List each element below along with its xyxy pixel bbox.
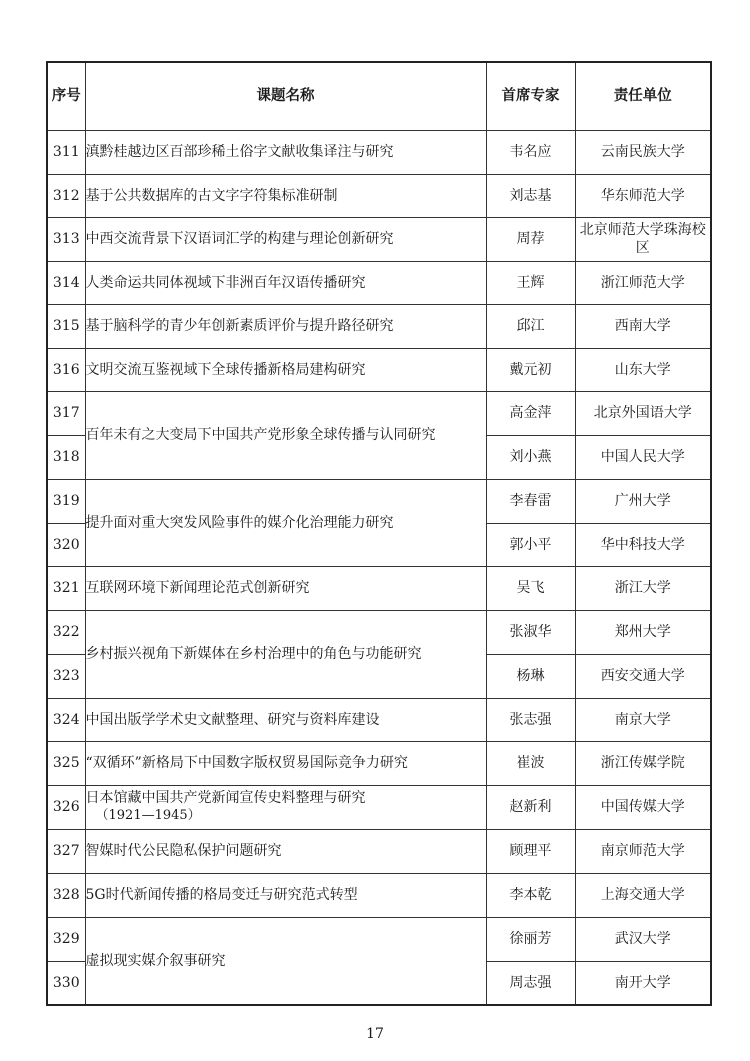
table-row [47,829,711,873]
row-topic: 智媒时代公民隐私保护问题研究 [85,829,486,873]
table-row [47,261,711,304]
table-row [47,174,711,217]
row-no: 329 [47,917,85,961]
row-no: 330 [47,961,85,1005]
row-no: 311 [47,130,85,174]
row-no: 316 [47,348,85,391]
table-row [47,479,711,523]
row-no: 327 [47,829,85,873]
row-unit: 南京师范大学 [575,829,711,873]
table-row [47,217,711,261]
row-unit: 中国人民大学 [575,435,711,479]
header-unit: 责任单位 [575,62,711,130]
row-unit: 华东师范大学 [575,174,711,217]
row-unit: 浙江传媒学院 [575,741,711,785]
row-expert: 王辉 [486,261,575,304]
table-row [47,785,711,829]
row-no: 325 [47,741,85,785]
row-topic: 基于脑科学的青少年创新素质评价与提升路径研究 [85,304,486,348]
row-expert: 杨琳 [486,654,575,698]
row-expert: 邱江 [486,304,575,348]
row-unit: 西南大学 [575,304,711,348]
row-no: 318 [47,435,85,479]
row-expert: 顾理平 [486,829,575,873]
row-topic: “双循环”新格局下中国数字版权贸易国际竞争力研究 [85,741,486,785]
row-unit: 郑州大学 [575,610,711,654]
row-expert: 高金萍 [486,391,575,435]
row-unit: 华中科技大学 [575,523,711,566]
row-unit: 北京师范大学珠海校区 [575,217,711,261]
row-no: 314 [47,261,85,304]
row-expert: 韦名应 [486,130,575,174]
header-no: 序号 [47,62,85,130]
row-no: 315 [47,304,85,348]
row-expert: 周荐 [486,217,575,261]
row-unit: 西安交通大学 [575,654,711,698]
row-topic: 虚拟现实媒介叙事研究 [85,917,486,1005]
row-no: 324 [47,698,85,741]
header-expert: 首席专家 [486,62,575,130]
row-topic-sub: （1921—1945） [95,808,201,823]
row-unit: 南开大学 [575,961,711,1005]
header-topic: 课题名称 [85,62,486,130]
row-no: 326 [47,785,85,829]
row-topic: 滇黔桂越边区百部珍稀土俗字文献收集译注与研究 [85,130,486,174]
page-number: 17 [366,1026,384,1042]
row-expert: 吴飞 [486,566,575,610]
row-expert: 李春雷 [486,479,575,523]
row-topic: 基于公共数据库的古文字字符集标准研制 [85,174,486,217]
table-row [47,348,711,391]
table-row [47,566,711,610]
row-topic-main: 日本馆藏中国共产党新闻宣传史料整理与研究 [85,790,366,806]
table-row [47,741,711,785]
row-expert: 周志强 [486,961,575,1005]
row-topic: 中西交流背景下汉语词汇学的构建与理论创新研究 [85,217,486,261]
row-expert: 赵新利 [486,785,575,829]
row-topic: 提升面对重大突发风险事件的媒介化治理能力研究 [85,479,486,566]
row-unit: 云南民族大学 [575,130,711,174]
row-expert: 刘小燕 [486,435,575,479]
row-unit: 山东大学 [575,348,711,391]
row-expert: 徐丽芳 [486,917,575,961]
row-unit: 武汉大学 [575,917,711,961]
table-row [47,873,711,917]
row-no: 312 [47,174,85,217]
table-row [47,304,711,348]
row-unit: 南京大学 [575,698,711,741]
row-expert: 戴元初 [486,348,575,391]
row-no: 313 [47,217,85,261]
row-unit: 中国传媒大学 [575,785,711,829]
table-row [47,391,711,435]
row-unit: 广州大学 [575,479,711,523]
row-no: 323 [47,654,85,698]
row-topic: 5G时代新闻传播的格局变迁与研究范式转型 [85,873,486,917]
row-unit: 北京外国语大学 [575,391,711,435]
header-row [47,62,711,130]
row-expert: 张淑华 [486,610,575,654]
row-topic: 中国出版学学术史文献整理、研究与资料库建设 [85,698,486,741]
row-no: 322 [47,610,85,654]
row-topic: 互联网环境下新闻理论范式创新研究 [85,566,486,610]
row-no: 321 [47,566,85,610]
row-no: 320 [47,523,85,566]
row-expert: 郭小平 [486,523,575,566]
row-expert: 张志强 [486,698,575,741]
row-no: 319 [47,479,85,523]
table-row [47,610,711,654]
row-no: 328 [47,873,85,917]
row-topic: 人类命运共同体视域下非洲百年汉语传播研究 [85,261,486,304]
project-table [46,61,712,1006]
row-topic [85,785,486,829]
row-no: 317 [47,391,85,435]
row-expert: 崔波 [486,741,575,785]
row-unit: 上海交通大学 [575,873,711,917]
row-expert: 刘志基 [486,174,575,217]
row-topic: 百年未有之大变局下中国共产党形象全球传播与认同研究 [85,391,486,479]
row-topic: 文明交流互鉴视域下全球传播新格局建构研究 [85,348,486,391]
table-row [47,698,711,741]
row-expert: 李本乾 [486,873,575,917]
row-topic: 乡村振兴视角下新媒体在乡村治理中的角色与功能研究 [85,610,486,698]
table-row [47,917,711,961]
table-row [47,130,711,174]
row-unit: 浙江师范大学 [575,261,711,304]
row-unit: 浙江大学 [575,566,711,610]
